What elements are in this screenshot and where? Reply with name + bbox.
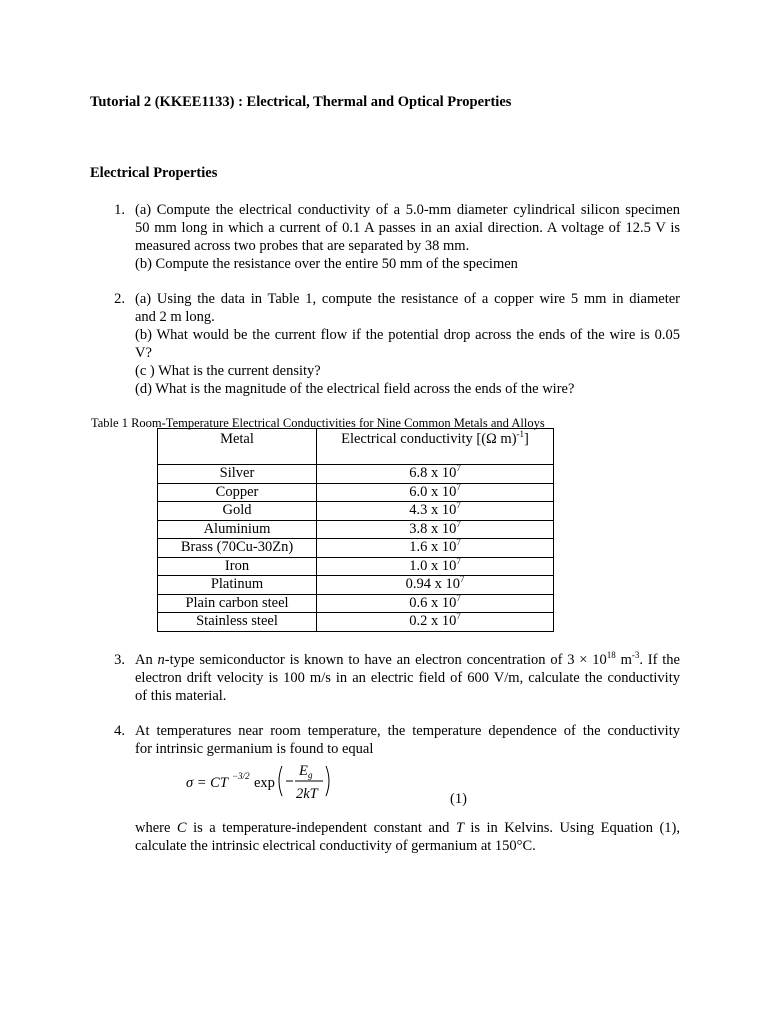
conductivity-value: 0.6 x 10 [409,594,457,611]
table-cell-conductivity [317,576,554,595]
q4-text-part: where [135,820,177,836]
conductivity-table [157,428,554,632]
conductivity-value: 3.8 x 10 [409,520,457,537]
conductivity-exponent: 7 [456,500,461,511]
table-body [158,465,554,632]
q3-text-part: m [615,652,632,668]
conductivity-value: 6.0 x 10 [409,483,457,500]
table-cell-metal: Platinum [158,576,317,595]
conductivity-exponent: 7 [459,574,465,585]
table-row [158,557,554,576]
q1-line: (b) Compute the resistance over the entire 50 mm of the specimen [135,256,518,272]
conductivity-value: 0.2 x 10 [409,613,457,630]
table-row [158,594,554,613]
conductivity-exponent: 7 [456,592,461,603]
q2-number: 2. [114,291,125,307]
eq-lhs: σ = CT [186,775,228,791]
q3-exponent: -3 [631,650,640,660]
q1-text [135,201,680,273]
conductivity-exponent: 7 [456,518,461,529]
conductivity-exponent: 7 [456,481,461,492]
q4-line: for intrinsic germanium is found to equal [135,741,374,757]
q3-italic-n: n [157,652,165,668]
table-cell-conductivity [317,557,554,576]
q3-exponent: 18 [606,650,616,660]
q1-line: (a) Compute the electrical conductivity of a 5.0-mm diameter cylindrical silicon specimen [135,202,680,218]
q2-line: (c ) What is the current density? [135,363,321,379]
q1-line: measured across two probes that are separated by 38 mm. [135,238,470,254]
equation-graphic [186,758,346,804]
table-cell-conductivity [317,483,554,502]
table-cell-conductivity [317,465,554,484]
conductivity-value: 1.6 x 10 [409,539,457,556]
table-cell-metal: Brass (70Cu-30Zn) [158,539,317,558]
q4-italic-c: C [176,820,187,836]
q2-line: (b) What would be the current flow if the potential drop across the ends of the wire is 0.05 [135,327,680,343]
table-row [158,483,554,502]
q2-line: and 2 m long. [135,309,215,325]
eq-exp-word: exp [254,775,275,791]
q4-text-part: is a temperature-independent constant and [186,820,456,836]
q2-text [135,290,680,398]
eq-denominator: 2kT [296,786,318,802]
table-row [158,465,554,484]
q3-text [135,651,680,705]
q2-line: V? [135,345,152,361]
table-row [158,576,554,595]
conductivity-value: 4.3 x 10 [409,502,457,519]
header-conductivity-text: Electrical conductivity [(Ω m) [341,431,517,447]
table-cell-conductivity [317,502,554,521]
q2-line: (a) Using the data in Table 1, compute the resistance of a copper wire 5 mm in diameter [135,291,680,307]
q4-line: At temperatures near room temperature, the temperature dependence of the conductivity [135,723,680,739]
conductivity-exponent: 7 [456,463,461,474]
q3-line: of this material. [135,688,227,704]
table-cell-metal: Plain carbon steel [158,594,317,613]
conductivity-value: 1.0 x 10 [409,557,457,574]
q4-after-line: calculate the intrinsic electrical conductivity of germanium at 150°C. [135,838,536,854]
q3-line [135,651,680,669]
table-cell-metal: Iron [158,557,317,576]
q3-text-part: An [135,652,158,668]
q2-line: (d) What is the magnitude of the electrical field across the ends of the wire? [135,381,575,397]
q4-text-part: is in Kelvins. Using Equation (1), [463,820,681,836]
header-conductivity-end: ] [524,431,529,447]
eq-numerator-sub: g [308,770,313,780]
table-cell-conductivity [317,594,554,613]
q4-number: 4. [114,723,125,739]
page-title: Tutorial 2 (KKEE1133) : Electrical, Thermal and Optical Properties [90,94,512,110]
conductivity-value: 0.94 x 10 [405,576,460,593]
table-cell-metal: Aluminium [158,520,317,539]
q3-line: electron drift velocity is 100 m/s in an electric field of 600 V/m, calculate the conductivity [135,670,680,686]
eq-left-paren [279,766,282,796]
table-header-metal: Metal [158,429,317,465]
eq-numerator: E [299,763,308,779]
q4-after-line [135,819,680,837]
conductivity-value: 6.8 x 10 [409,465,457,482]
table-cell-metal: Copper [158,483,317,502]
q3-text-part: . If the [639,652,680,668]
q3-number: 3. [114,652,125,668]
table-cell-conductivity [317,613,554,632]
conductivity-exponent: 7 [456,537,461,548]
table-cell-metal: Silver [158,465,317,484]
header-conductivity-exp: -1 [516,429,525,439]
section-heading: Electrical Properties [90,165,218,181]
table-cell-conductivity [317,520,554,539]
q4-text [135,722,680,758]
conductivity-exponent: 7 [456,611,461,622]
table-row [158,539,554,558]
equation-label: (1) [450,791,467,807]
table-cell-conductivity [317,539,554,558]
table-row [158,502,554,521]
table-cell-metal: Gold [158,502,317,521]
q1-line: 50 mm long in which a current of 0.1 A passes in an axial direction. A voltage of 12.5 V is [135,220,680,236]
q3-text-part: -type semiconductor is known to have an electron concentration of 3 × 10 [164,652,607,668]
table-cell-metal: Stainless steel [158,613,317,632]
table-row [158,613,554,632]
eq-exponent: −3/2 [232,771,250,781]
table-header-conductivity [317,429,554,465]
eq-right-paren [326,766,329,796]
q4-after-text [135,819,680,855]
q1-number: 1. [114,202,125,218]
table-row [158,520,554,539]
table-caption: Table 1 Room-Temperature Electrical Conductivities for Nine Common Metals and Alloys [91,416,545,430]
q4-italic-t: T [455,820,464,836]
conductivity-exponent: 7 [456,555,461,566]
